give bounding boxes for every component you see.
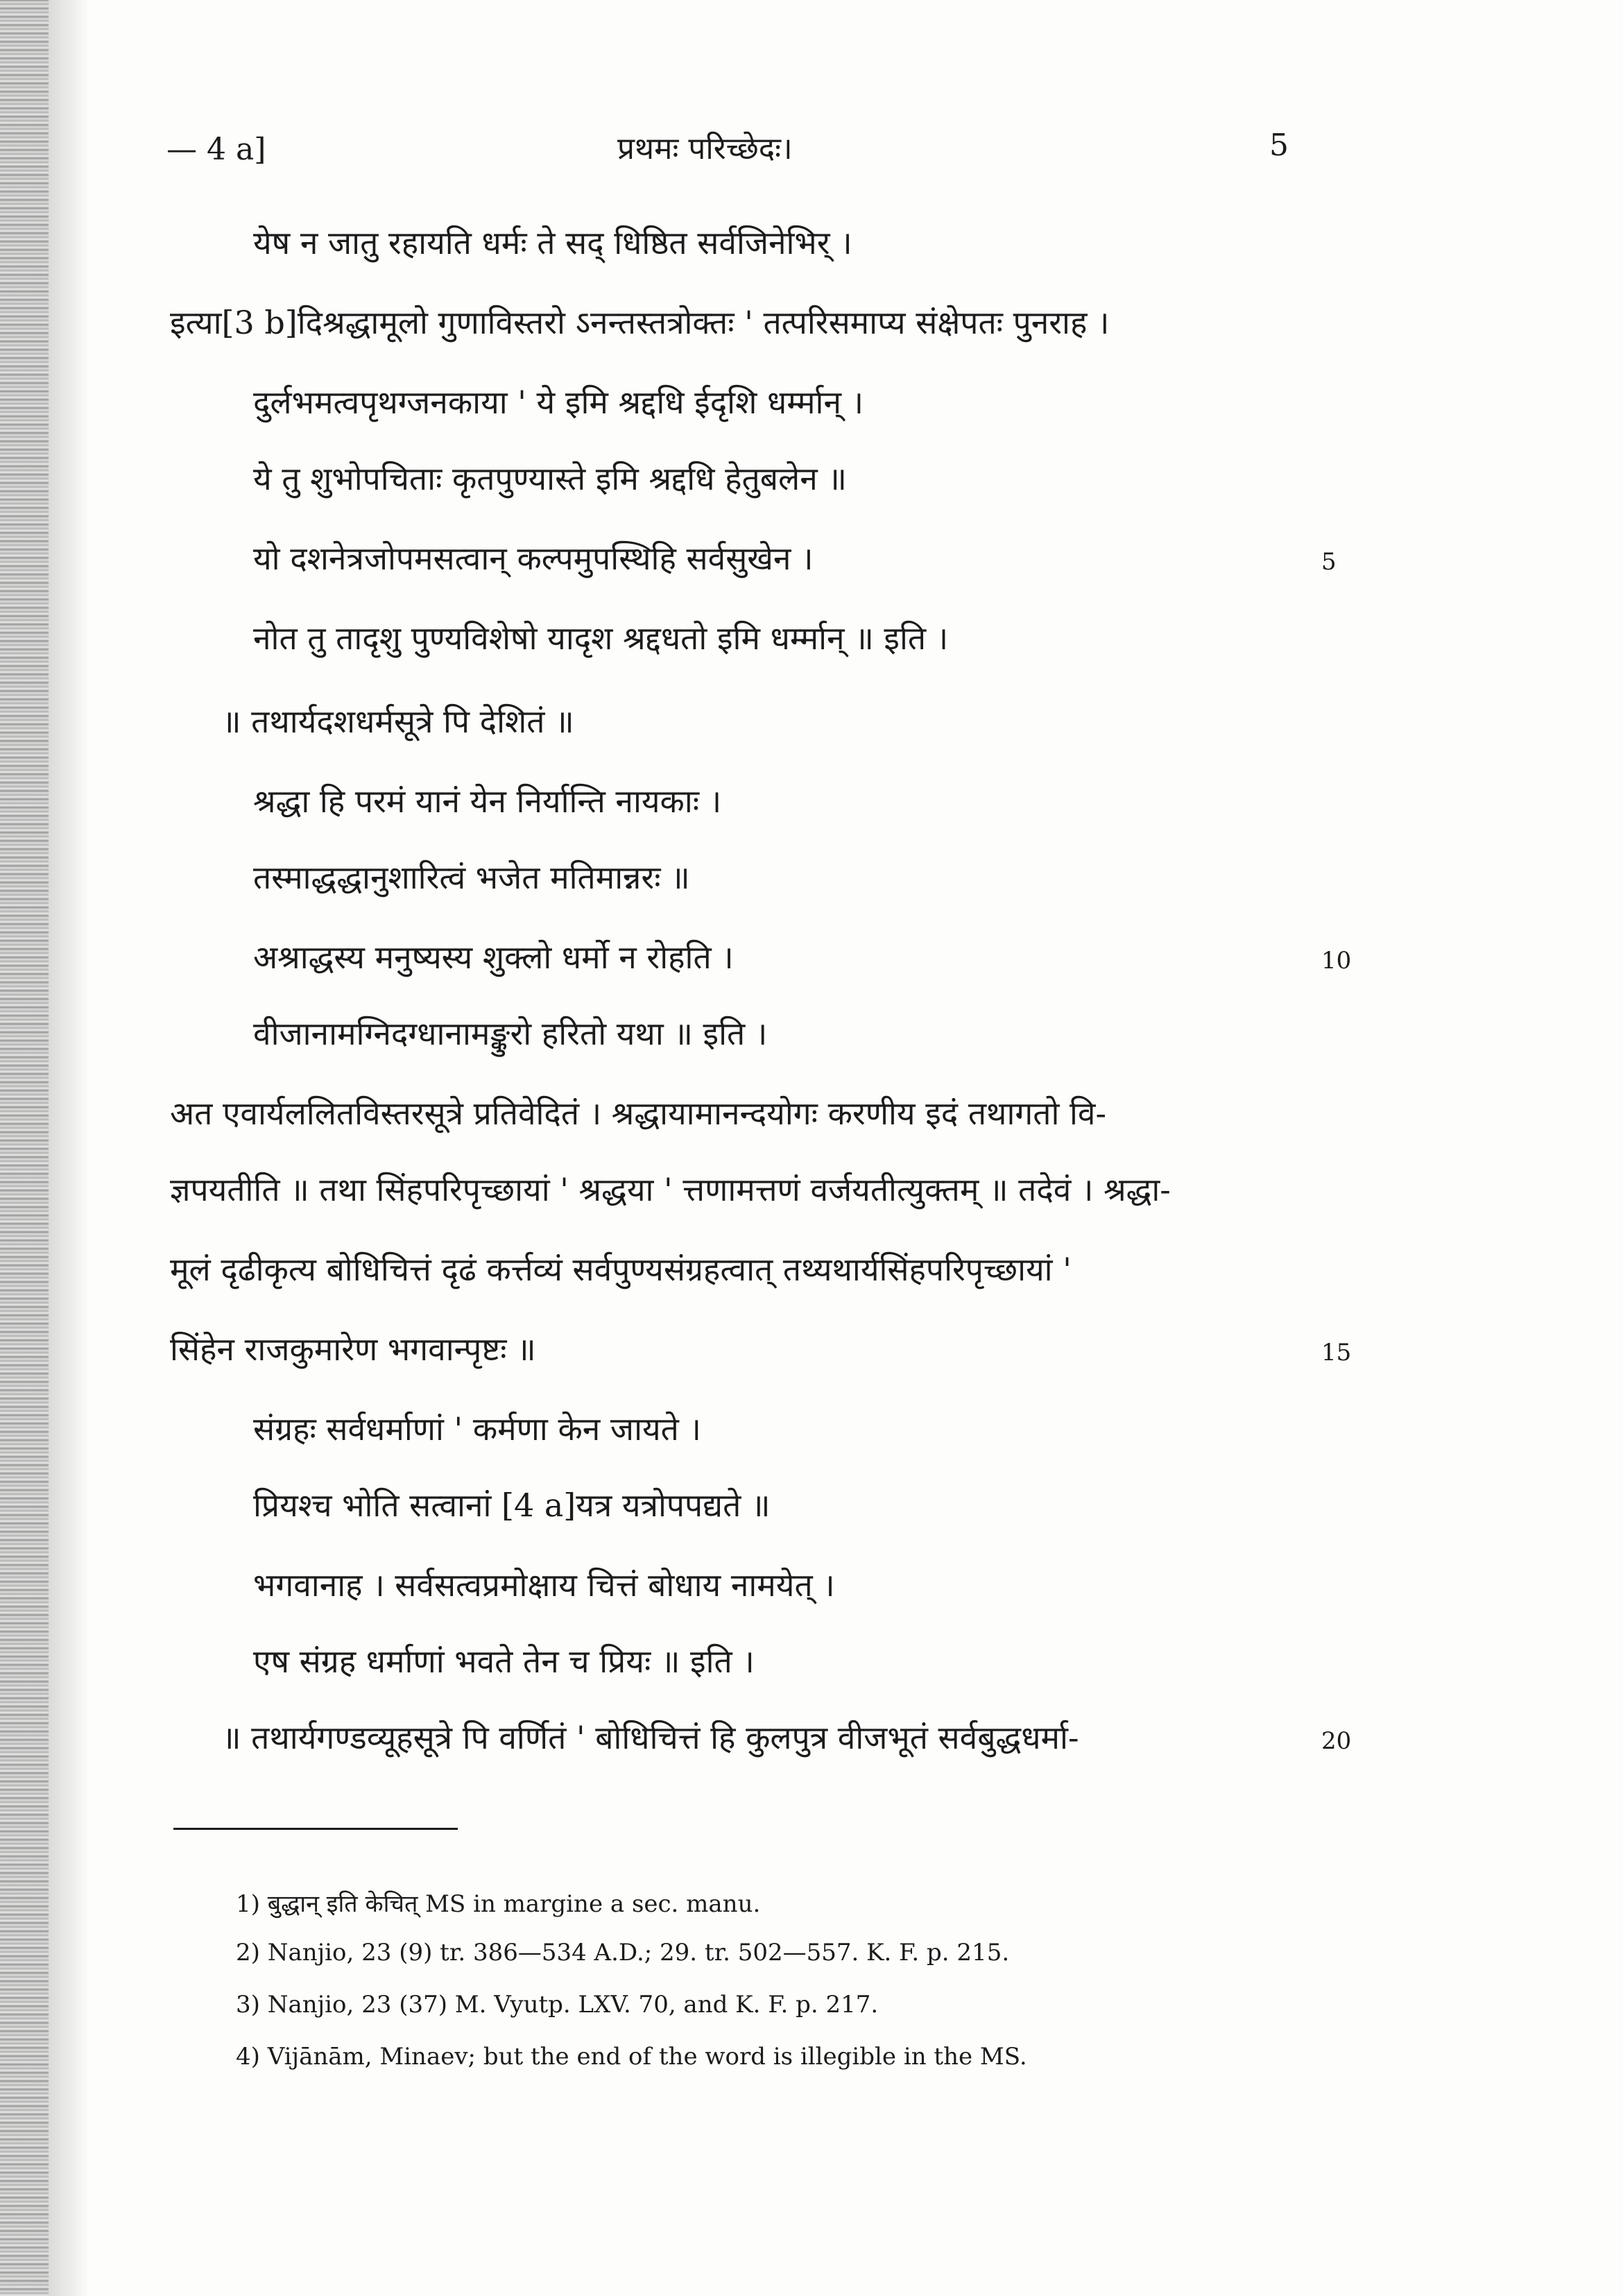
text-line: अश्राद्धस्य मनुष्यस्य शुक्लो धर्मो न रोहति ।: [253, 939, 734, 976]
text-line: प्रियश्च भोति सत्वानां [4 a]यत्र यत्रोपपद्यते ॥: [253, 1487, 771, 1524]
text-line: वीजानामग्निदग्धानामङ्कुरो हरितो यथा ॥ इति ।: [253, 1015, 768, 1052]
text-line: ये तु शुभोपचिताः कृतपुण्यास्ते इमि श्रद्दधि हेतुबलेन ॥: [253, 460, 847, 497]
text-line: ॥ तथार्यदशधर्मसूत्रे पि देशितं ॥: [222, 703, 574, 740]
scan-edge-shadow: [0, 0, 49, 2296]
text-line: यो दशनेत्रजोपमसत्वान् कल्पमुपस्थिहि सर्वसुखेन ।: [253, 540, 814, 577]
text-line: ॥ तथार्यगण्डव्यूहसूत्रे पि वर्णितं ' बोधिचित्तं हि कुलपुत्र वीजभूतं सर्वबुद्धधर्मा-: [222, 1719, 1079, 1756]
text-line: संग्रहः सर्वधर्माणां ' कर्मणा केन जायते ।: [253, 1410, 701, 1448]
line-number: 15: [1321, 1339, 1352, 1367]
line-number: 20: [1321, 1727, 1352, 1755]
text-line: मूलं दृढीकृत्य बोधिचित्तं दृढं कर्त्तव्यं सर्वपुण्यसंग्रहत्वात् तथ्यथार्यसिंहपरिपृच्छायां ': [170, 1251, 1072, 1288]
text-line: भगवानाह । सर्वसत्वप्रमोक्षाय चित्तं बोधाय नामयेत् ।: [253, 1566, 835, 1604]
footnote: 2) Nanjio, 23 (9) tr. 386—534 A.D.; 29. tr. 502—557. K. F. p. 215.: [236, 1939, 1010, 1967]
text-line: सिंहेन राजकुमारेण भगवान्पृष्टः ॥: [170, 1330, 536, 1368]
text-line: एष संग्रह धर्माणां भवते तेन च प्रियः ॥ इति ।: [253, 1643, 755, 1680]
text-line: श्रद्धा हि परमं यानं येन निर्यान्ति नायकाः ।: [253, 782, 722, 820]
page-title: प्रथमः परिच्छेदः।: [617, 131, 793, 166]
footnote-divider: [173, 1828, 458, 1830]
text-line: तस्माद्धद्धानुशारित्वं भजेत मतिमान्नरः ॥: [253, 859, 690, 896]
text-line: येष न जातु रहायति धर्मः ते सद् धिष्ठित सर्वजिनेभिर् ।: [253, 224, 852, 262]
text-line: नोत तु तादृशु पुण्यविशेषो यादृश श्रद्दधतो इमि धर्म्मान् ॥ इति ।: [253, 619, 949, 657]
header-left: — 4 a]: [166, 132, 266, 167]
text-line: अत एवार्यललितविस्तरसूत्रे प्रतिवेदितं । श्रद्धायामानन्दयोगः करणीय इदं तथागतो वि-: [170, 1095, 1107, 1132]
text-line: ज्ञपयतीति ॥ तथा सिंहपरिपृच्छायां ' श्रद्धया ' त्तणामत्तणं वर्जयतीत्युक्तम् ॥ तदेवं । श्रद्धा-: [170, 1171, 1171, 1208]
text-line: इत्या[3 b]दिश्रद्धामूलो गुणाविस्तरो ऽनन्तस्तत्रोक्तः ' तत्परिसमाप्य संक्षेपतः पुनराह ।: [170, 304, 1110, 341]
line-number: 5: [1321, 548, 1337, 576]
footnote: 1) बुद्धान् इति केचित् MS in margine a sec. manu.: [236, 1890, 761, 1918]
footnote: 4) Vijānām, Minaev; but the end of the word is illegible in the MS.: [236, 2043, 1027, 2071]
footnote: 3) Nanjio, 23 (37) M. Vyutp. LXV. 70, and K. F. p. 217.: [236, 1991, 879, 2019]
text-line: दुर्लभमत्वपृथग्जनकाया ' ये इमि श्रद्दधि ईदृशि धर्म्मान् ।: [253, 384, 864, 421]
page-number: 5: [1269, 128, 1289, 163]
line-number: 10: [1321, 947, 1352, 975]
